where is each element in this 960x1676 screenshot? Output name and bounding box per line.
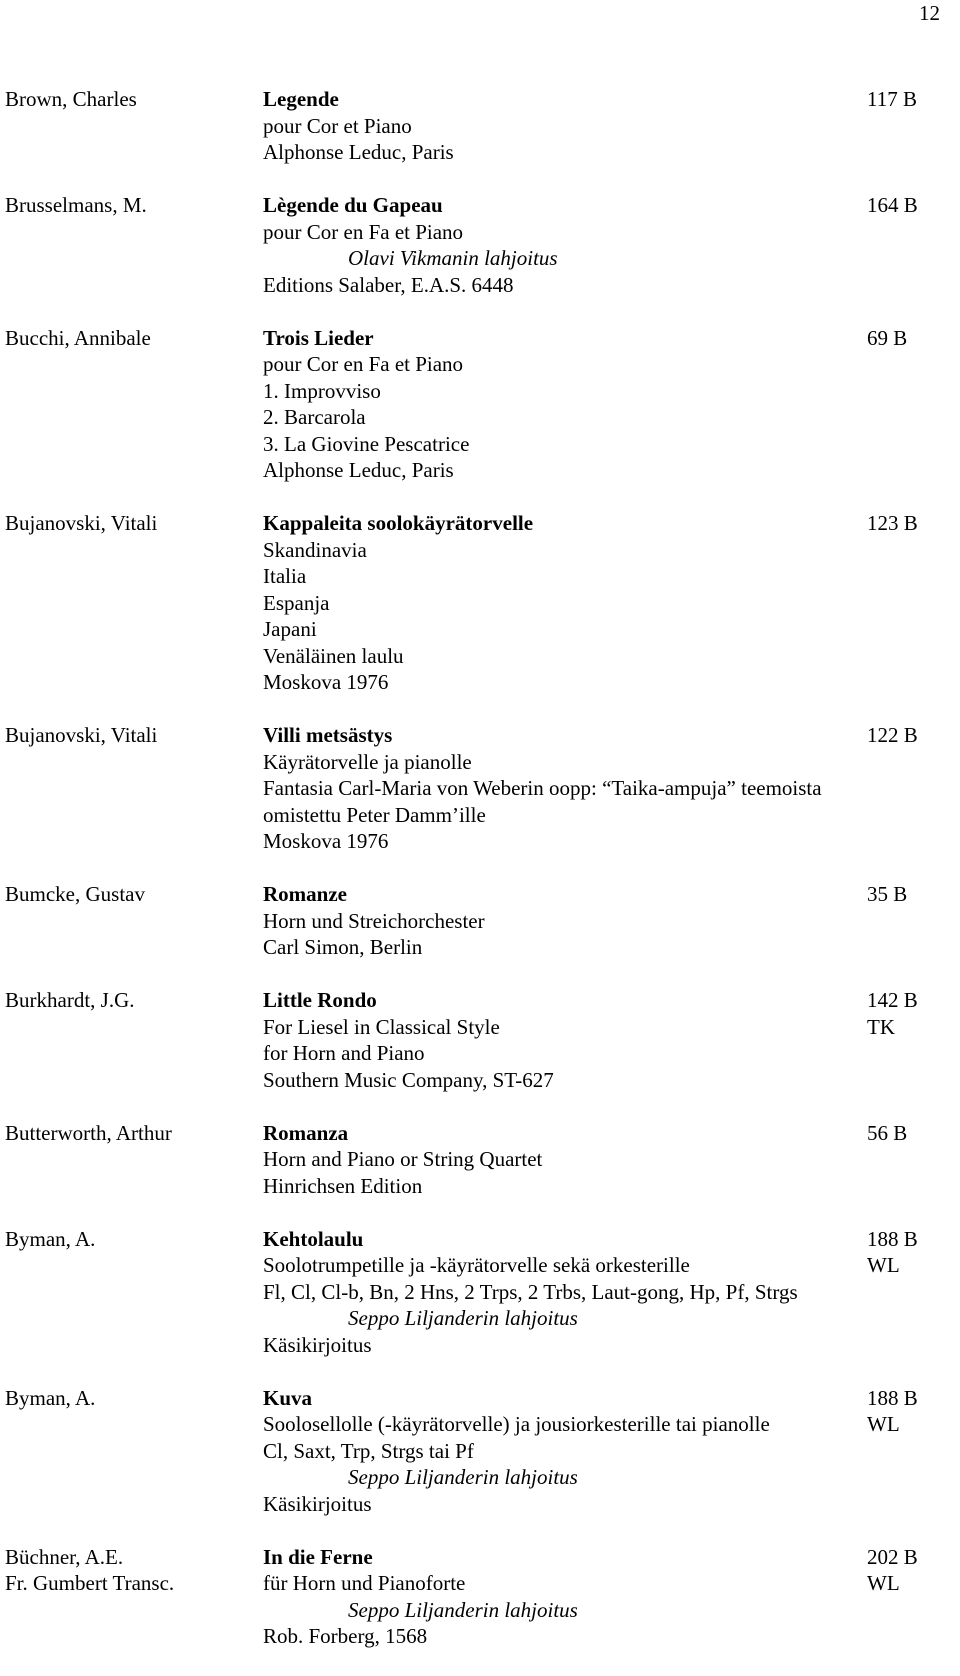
composer-name — [5, 1385, 263, 1518]
work-title — [263, 987, 960, 1014]
work-detail-line — [263, 1146, 960, 1173]
work-detail-line — [263, 1623, 960, 1650]
work-detail-line — [263, 643, 960, 670]
shelf-code: 188 B — [867, 1385, 918, 1410]
composer-name — [5, 1120, 263, 1200]
line-text: Moskova 1976 — [263, 829, 389, 853]
line-text: pour Cor et Piano — [263, 113, 412, 138]
work-details — [263, 192, 960, 298]
composer-line: Bujanovski, Vitali — [5, 723, 158, 747]
work-detail-line — [263, 431, 960, 458]
line-text: Legende — [263, 87, 339, 111]
shelf-code: TK — [867, 1014, 895, 1039]
line-text: Alphonse Leduc, Paris — [263, 458, 454, 482]
line-text: Horn und Streichorchester — [263, 908, 485, 933]
line-text: Trois Lieder — [263, 325, 374, 350]
work-detail-line — [263, 113, 960, 140]
composer-name — [5, 192, 263, 298]
work-detail-line — [263, 802, 960, 829]
shelf-code: 117 B — [867, 87, 917, 111]
line-text: Little Rondo — [263, 988, 377, 1012]
composer-name — [5, 325, 263, 484]
work-detail-line — [263, 351, 960, 378]
catalog-entry — [5, 881, 960, 961]
line-text: 1. Improvviso — [263, 378, 381, 403]
work-details — [263, 1544, 960, 1650]
work-details — [263, 1385, 960, 1518]
work-details — [263, 722, 960, 855]
catalog-entry — [5, 987, 960, 1093]
line-text: Alphonse Leduc, Paris — [263, 140, 454, 164]
line-text: pour Cor en Fa et Piano — [263, 352, 464, 376]
shelf-code: 35 B — [867, 882, 908, 906]
line-text: Horn and Piano or String Quartet — [263, 1147, 543, 1171]
work-detail-line — [263, 590, 960, 617]
line-text: Kuva — [263, 1385, 313, 1410]
composer-line: Byman, A. — [5, 1385, 96, 1410]
composer-line: Byman, A. — [5, 1226, 96, 1251]
work-detail-line — [263, 934, 960, 961]
line-text: Seppo Liljanderin lahjoitus — [348, 1597, 578, 1622]
line-text: Skandinavia — [263, 537, 367, 562]
donation-note — [263, 1464, 960, 1491]
catalog-entry — [5, 192, 960, 298]
work-detail-line — [263, 1040, 960, 1067]
work-title — [263, 192, 960, 219]
shelf-code: WL — [867, 1571, 900, 1595]
line-text: 2. Barcarola — [263, 405, 366, 429]
work-detail-line — [263, 1411, 960, 1438]
line-text: Lègende du Gapeau — [263, 193, 443, 217]
catalog-entry — [5, 1544, 960, 1650]
composer-line: Büchner, A.E. — [5, 1544, 124, 1569]
line-text: Villi metsästys — [263, 723, 393, 747]
work-title — [263, 1544, 960, 1571]
line-text: Rob. Forberg, 1568 — [263, 1624, 428, 1648]
line-text: Kehtolaulu — [263, 1226, 364, 1251]
work-detail-line — [263, 563, 960, 590]
line-text: Venäläinen laulu — [263, 643, 404, 668]
shelf-code: 202 B — [867, 1544, 918, 1569]
shelf-code: 122 B — [867, 723, 918, 747]
shelf-code: 56 B — [867, 1120, 908, 1145]
shelf-code: 123 B — [867, 511, 918, 535]
work-details — [263, 1120, 960, 1200]
composer-line: Brusselmans, M. — [5, 193, 147, 217]
composer-name — [5, 1226, 263, 1359]
work-title — [263, 86, 960, 113]
line-text: Kappaleita soolokäyrätorvelle — [263, 511, 534, 535]
composer-line: Bumcke, Gustav — [5, 882, 145, 906]
catalog-entry — [5, 722, 960, 855]
line-text: Fl, Cl, Cl-b, Bn, 2 Hns, 2 Trps, 2 Trbs, Laut-gong, Hp, Pf, Strgs — [263, 1279, 798, 1304]
composer-line: Burkhardt, J.G. — [5, 988, 135, 1012]
work-details — [263, 881, 960, 961]
work-details — [263, 1226, 960, 1359]
composer-name — [5, 722, 263, 855]
line-text: for Horn and Piano — [263, 1041, 425, 1065]
donation-note — [263, 1597, 960, 1624]
work-detail-line — [263, 1067, 960, 1094]
line-text: Editions Salaber, E.A.S. 6448 — [263, 272, 514, 297]
line-text: Hinrichsen Edition — [263, 1173, 423, 1198]
work-detail-line — [263, 404, 960, 431]
line-text: Käsikirjoitus — [263, 1491, 372, 1516]
work-details — [263, 325, 960, 484]
page-number: 12 — [919, 1, 940, 25]
work-title — [263, 881, 960, 908]
line-text: Käsikirjoitus — [263, 1332, 372, 1357]
line-text: Romanze — [263, 882, 347, 906]
work-detail-line — [263, 1491, 960, 1518]
composer-name — [5, 86, 263, 166]
work-title — [263, 722, 960, 749]
line-text: Italia — [263, 564, 307, 588]
composer-line: Bujanovski, Vitali — [5, 511, 158, 535]
line-text: Carl Simon, Berlin — [263, 935, 423, 959]
work-detail-line — [263, 669, 960, 696]
work-detail-line — [263, 1332, 960, 1359]
work-detail-line — [263, 272, 960, 299]
composer-line: Fr. Gumbert Transc. — [5, 1571, 175, 1595]
catalog-entry — [5, 1120, 960, 1200]
work-title — [263, 325, 960, 352]
catalog-entry — [5, 325, 960, 484]
line-text: For Liesel in Classical Style — [263, 1014, 500, 1039]
work-detail-line — [263, 219, 960, 246]
work-detail-line — [263, 139, 960, 166]
work-detail-line — [263, 749, 960, 776]
line-text: Cl, Saxt, Trp, Strgs tai Pf — [263, 1438, 474, 1463]
composer-line: Bucchi, Annibale — [5, 325, 151, 350]
catalog-entry — [5, 510, 960, 696]
work-title — [263, 1385, 960, 1412]
work-detail-line — [263, 1279, 960, 1306]
line-text: Olavi Vikmanin lahjoitus — [348, 246, 558, 270]
line-text: pour Cor en Fa et Piano — [263, 219, 464, 244]
composer-line: Brown, Charles — [5, 87, 137, 111]
work-title — [263, 1226, 960, 1253]
work-detail-line — [263, 908, 960, 935]
line-text: für Horn und Pianoforte — [263, 1571, 466, 1595]
line-text: Käyrätorvelle ja pianolle — [263, 749, 472, 774]
work-detail-line — [263, 1014, 960, 1041]
composer-name — [5, 510, 263, 696]
line-text: Moskova 1976 — [263, 670, 389, 694]
donation-note — [263, 1305, 960, 1332]
donation-note — [263, 245, 960, 272]
shelf-code: 142 B — [867, 988, 918, 1012]
line-text: Seppo Liljanderin lahjoitus — [348, 1465, 578, 1489]
work-detail-line — [263, 775, 960, 802]
composer-name — [5, 881, 263, 961]
work-details — [263, 86, 960, 166]
line-text: Fantasia Carl-Maria von Weberin oopp: “Taika-ampuja” teemoista — [263, 776, 822, 800]
catalog-entry — [5, 1385, 960, 1518]
line-text: omistettu Peter Damm’ille — [263, 802, 486, 827]
work-detail-line — [263, 616, 960, 643]
catalog-entry — [5, 1226, 960, 1359]
line-text: Soolotrumpetille ja -käyrätorvelle sekä orkesterille — [263, 1253, 690, 1277]
line-text: Romanza — [263, 1120, 349, 1145]
shelf-code: WL — [867, 1253, 900, 1277]
line-text: 3. La Giovine Pescatrice — [263, 431, 470, 456]
line-text: Soolosellolle (-käyrätorvelle) ja jousiorkesterille tai pianolle — [263, 1412, 770, 1436]
composer-name — [5, 987, 263, 1093]
work-detail-line — [263, 457, 960, 484]
line-text: Seppo Liljanderin lahjoitus — [348, 1306, 578, 1330]
catalog-list — [5, 86, 960, 1676]
work-details — [263, 987, 960, 1093]
work-title — [263, 1120, 960, 1147]
work-detail-line — [263, 1252, 960, 1279]
catalog-entry — [5, 86, 960, 166]
work-detail-line — [263, 537, 960, 564]
work-title — [263, 510, 960, 537]
work-details — [263, 510, 960, 696]
shelf-code: WL — [867, 1412, 900, 1436]
work-detail-line — [263, 1438, 960, 1465]
composer-line: Butterworth, Arthur — [5, 1120, 172, 1145]
work-detail-line — [263, 1570, 960, 1597]
line-text: In die Ferne — [263, 1544, 373, 1569]
shelf-code: 188 B — [867, 1226, 918, 1251]
line-text: Southern Music Company, ST-627 — [263, 1067, 554, 1092]
shelf-code: 164 B — [867, 193, 918, 217]
work-detail-line — [263, 828, 960, 855]
work-detail-line — [263, 378, 960, 405]
shelf-code: 69 B — [867, 325, 908, 350]
composer-name — [5, 1544, 263, 1650]
line-text: Espanja — [263, 590, 330, 615]
work-detail-line — [263, 1173, 960, 1200]
line-text: Japani — [263, 617, 317, 641]
